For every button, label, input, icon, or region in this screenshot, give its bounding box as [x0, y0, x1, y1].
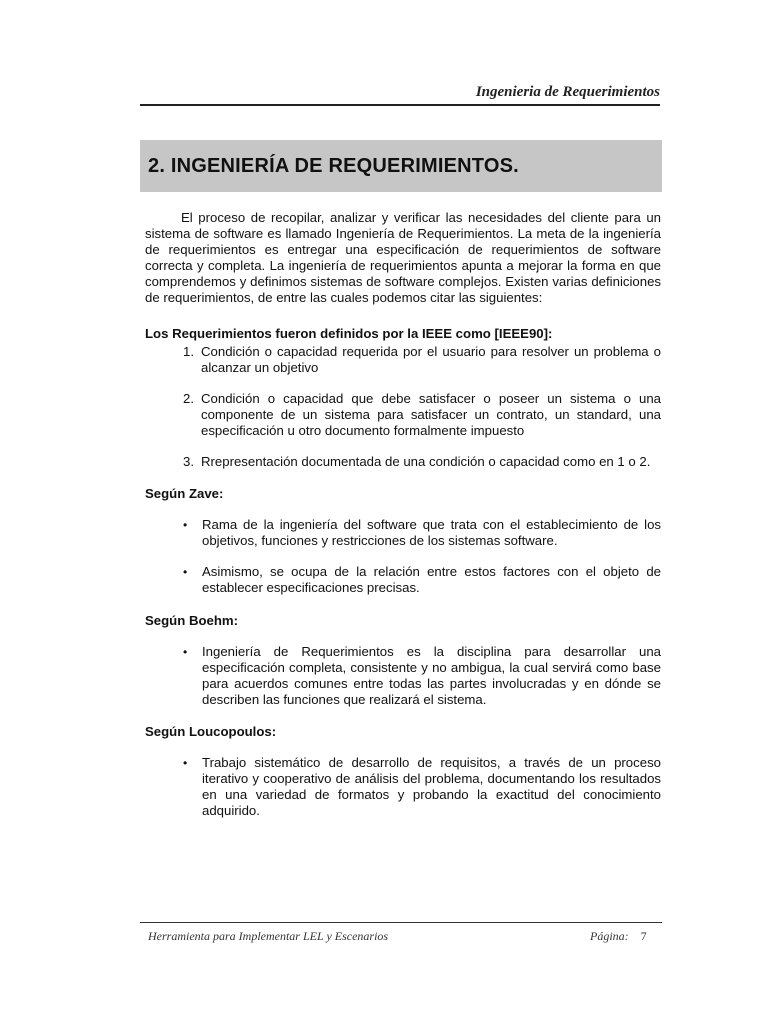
page-number: 7 — [640, 929, 647, 943]
item-number: 3. — [183, 454, 194, 469]
bullet-icon: • — [183, 756, 188, 770]
page-content — [145, 210, 661, 819]
page-label: Página: — [590, 929, 629, 943]
boehm-heading: Según Boehm: — [145, 613, 239, 628]
list-item — [183, 391, 661, 439]
section-title-band — [140, 140, 662, 192]
footer-title: Herramienta para Implementar LEL y Escenarios — [148, 929, 389, 943]
ieee-heading: Los Requerimientos fueron definidos por la IEEE como [IEEE90]: — [145, 326, 553, 341]
item-text: Asimismo, se ocupa de la relación entre estos factores con el objeto de establecer especificaciones precisas. — [202, 564, 661, 595]
list-item — [183, 564, 661, 596]
section-title: 2. INGENIERÍA DE REQUERIMIENTOS. — [148, 154, 519, 177]
list-item — [183, 755, 661, 819]
footer-rule — [140, 922, 662, 923]
intro-paragraph: El proceso de recopilar, analizar y verificar las necesidades del cliente para un sistema de software es llamado Ingeniería de Requerimientos. La meta de la ingeniería de requerimientos es entregar una especificación de requerimientos de software correcta y completa. La ingeniería de requerimientos apunta a mejorar la forma en que comprendemos y definimos sistemas de software complejos. Existen varias definiciones de requerimientos, de entre las cuales podemos citar las siguientes: — [145, 210, 661, 305]
item-text: Condición o capacidad que debe satisfacer o poseer un sistema o una componente de un sistema para satisfacer un contrato, un standard, una especificación u otro documento formalmente impuesto — [201, 391, 661, 438]
boehm-list — [145, 644, 661, 708]
list-item — [183, 644, 661, 708]
header-rule — [140, 104, 660, 106]
loucopoulos-heading: Según Loucopoulos: — [145, 724, 277, 739]
loucopoulos-list — [145, 755, 661, 819]
item-text: Rama de la ingeniería del software que trata con el establecimiento de los objetivos, funciones y restricciones de los sistemas software. — [202, 517, 661, 548]
item-text: Ingeniería de Requerimientos es la disciplina para desarrollar una especificación completa, consistente y no ambigua, la cual servirá como base para acuerdos comunes entre todas las partes involucradas y en dónde se describen las funciones que realizará el sistema. — [202, 644, 661, 707]
bullet-icon: • — [183, 518, 188, 532]
zave-list — [145, 517, 661, 596]
item-text: Condición o capacidad requerida por el usuario para resolver un problema o alcanzar un objetivo — [201, 344, 661, 375]
running-header-title: Ingenieria de Requerimientos — [475, 84, 660, 100]
zave-heading: Según Zave: — [145, 486, 224, 501]
item-text: Trabajo sistemático de desarrollo de requisitos, a través de un proceso iterativo y cooperativo de análisis del problema, documentando los resultados en una variedad de formatos y probando la exactitud del conocimiento adquirido. — [202, 755, 661, 818]
list-item — [183, 344, 661, 376]
bullet-icon: • — [183, 645, 188, 659]
list-item — [183, 517, 661, 549]
ieee-list — [145, 344, 661, 470]
item-text: Rrepresentación documentada de una condición o capacidad como en 1 o 2. — [201, 454, 651, 469]
footer-page-info — [590, 929, 647, 944]
bullet-icon: • — [183, 565, 188, 579]
item-number: 1. — [183, 344, 194, 359]
list-item — [183, 454, 661, 470]
item-number: 2. — [183, 391, 194, 406]
